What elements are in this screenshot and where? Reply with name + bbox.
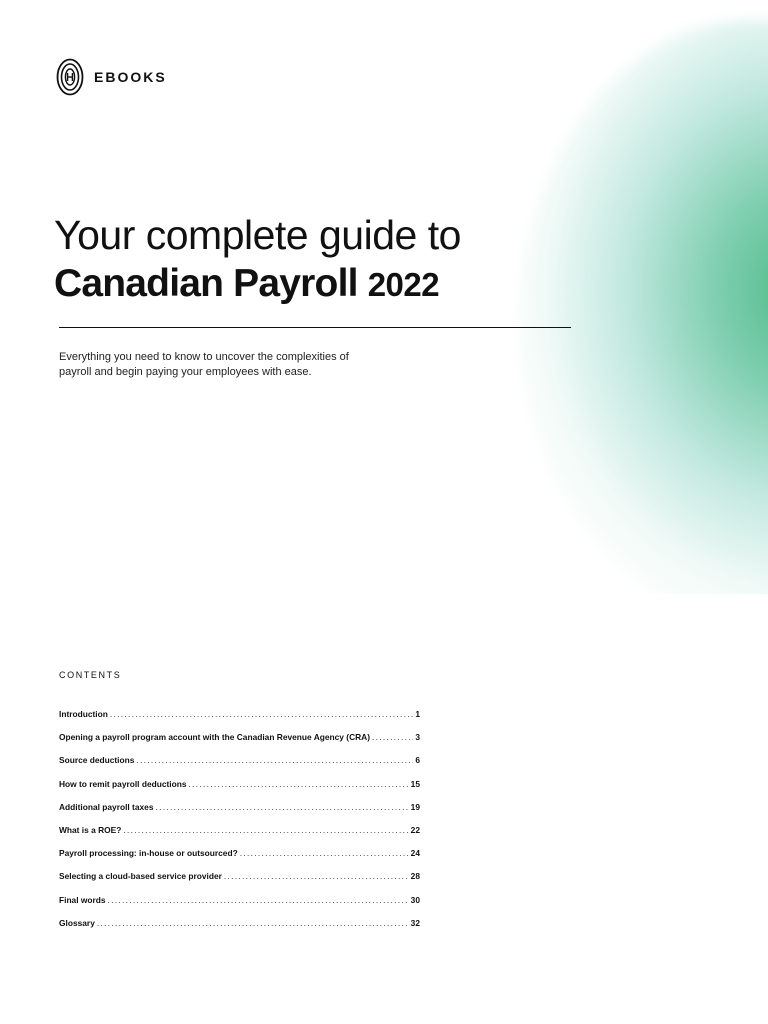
toc-item-label: Source deductions [59,755,135,766]
toc-leader-dots [155,802,408,812]
brand-name: EBOOKS [94,69,167,85]
toc-leader-dots [372,732,413,742]
decorative-gradient [480,0,768,594]
toc-item[interactable] [59,848,420,871]
toc-item-label: Glossary [59,917,95,928]
subtitle [59,350,389,379]
toc-item-label: How to remit payroll deductions [59,778,187,789]
toc-item-page: 3 [415,732,420,743]
toc-item-label: Selecting a cloud-based service provider [59,871,222,882]
toc-item[interactable] [59,802,420,825]
toc-item-page: 32 [410,917,420,928]
toc-leader-dots [108,895,409,905]
title-line-2 [54,262,439,306]
toc-item-label: What is a ROE? [59,824,122,835]
toc-item-page: 15 [410,778,420,789]
toc-leader-dots [136,755,413,765]
toc-item[interactable] [59,779,420,802]
toc-item-label: Final words [59,894,106,905]
toc-item[interactable] [59,825,420,848]
toc-item-label: Additional payroll taxes [59,801,154,812]
toc-leader-dots [240,848,409,858]
toc-item-label: Payroll processing: in-house or outsourced? [59,848,238,859]
toc-item-page: 19 [410,801,420,812]
toc-item[interactable] [59,918,420,941]
toc-item-label: Opening a payroll program account with the Canadian Revenue Agency (CRA) [59,732,371,743]
subtitle-line-1: Everything you need to know to uncover the complexities of [59,351,349,363]
toc-item[interactable] [59,895,420,918]
title-divider [59,327,571,328]
toc-item-page: 6 [415,755,420,766]
brand [56,58,167,96]
toc-item-page: 1 [415,709,420,719]
toc-item-page: 28 [410,871,420,882]
toc-item-label: Introduction [59,709,108,719]
toc-item-page: 24 [410,848,420,859]
toc-item-page: 22 [410,824,420,835]
title-main: Canadian Payroll [54,262,358,305]
toc-item[interactable] [59,755,420,778]
toc-item[interactable] [59,709,420,732]
toc-leader-dots [123,825,408,835]
toc-leader-dots [224,871,409,881]
title-year: 2022 [367,266,440,303]
toc-item-page: 30 [410,894,420,905]
title-line-1: Your complete guide to [54,212,461,258]
toc-leader-dots [110,709,413,719]
toc-leader-dots [97,918,409,928]
table-of-contents [59,709,420,941]
toc-leader-dots [189,779,409,789]
subtitle-line-2: payroll and begin paying your employees with ease. [59,365,312,378]
contents-heading: CONTENTS [59,670,122,680]
fingerprint-h-logo-icon [56,58,84,96]
toc-item[interactable] [59,732,420,755]
toc-item[interactable] [59,871,420,894]
